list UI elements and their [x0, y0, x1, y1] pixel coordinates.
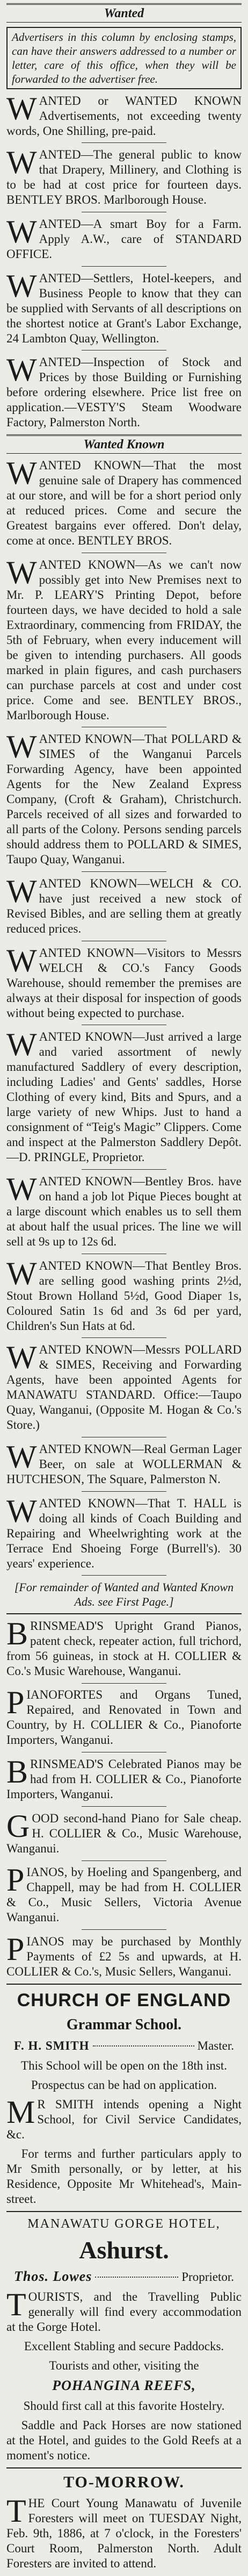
wanted-known-ad: WANTED KNOWN—That T. HALL is doing all kinds of Coach Building and Repairing and Wheelwrighting work at the Terrace End Shoeing Forge (Burrell's). 30 years' experience.	[6, 1493, 242, 1570]
master-line	[6, 2038, 242, 2054]
wanted-known-ad: WANTED KNOWN—That Bentley Bros. are selling good washing prints 2½d, Stout Brown Holland 5½d, Good Diaper 1s, Coloured Satin 1s 6d and 3s 6d per yard, Children's Sun Hats at 6d.	[6, 1255, 242, 1333]
wanted-known-ad: WANTED KNOWN—Messrs POLLARD & SIMES, Receiving and Forwarding Agents, have been appointed Agents for MANAWATU STANDARD. Office:—Taupo Quay, Wanganui, (Opposite M. Hogan & Co.'s Store.)	[6, 1340, 242, 1432]
music-ad: BRINSMEAD'S Upright Grand Pianos, patent check, repeater action, full trichord, from 56 guineas, in stock at H. COLLIER & Co.'s Music Warehouse, Wanganui.	[6, 1615, 242, 1678]
advertiser-notice-box: Advertisers in this column by enclosing stamps, can have their answers addressed to a number or letter, care of this office, when they will be forwarded to the advertiser free.	[6, 27, 242, 89]
section-divider-rule	[6, 2467, 242, 2468]
wanted-ad: WANTED—A smart Boy for a Farm. Apply A.W., care of STANDARD OFFICE.	[6, 213, 242, 261]
wanted-ad: WANTED or WANTED KNOWN Advertisements, not exceeding twenty words, One Shilling, pre-paid.	[6, 90, 242, 138]
prospectus-notice: Prospectus can be had on application.	[31, 2078, 217, 2092]
foresters-meeting-notice: THE Court Young Manawatu of Juvenile Foresters will meet on TUESDAY Night, Feb. 9th, 1886, at 7 o'clock, in the Foresters' Court Room, Palmerston North. Adult Foresters are invited to attend.	[6, 2493, 242, 2571]
proprietor-name: Thos. Lowes	[14, 2269, 92, 2285]
wanted-known-ad: WANTED KNOWN—Real German Lager Beer, on sale at WOLLERMAN & HUTCHESON, The Square, Palmerston N.	[6, 1439, 242, 1486]
hotel-name: MANAWATU GORGE HOTEL,	[27, 2217, 221, 2231]
hotel-horses-notice: Saddle and Pack Horses are now stationed at the Hotel, and guides to the Gold Reefs at a moment's notice.	[6, 2418, 242, 2462]
grammar-school-heading: CHURCH OF ENGLAND	[17, 1990, 231, 2010]
ad-separator-rule	[82, 1806, 166, 1807]
ad-separator-rule	[82, 266, 166, 267]
ad-separator-rule	[82, 1683, 166, 1684]
master-title: Master.	[197, 2039, 234, 2053]
wanted-ad: WANTED—Inspection of Stock and Prices by those Building or Furnishing before ordering elsewhere. Price list free on application.—VESTY'S Steam Woodware Factory, Palmerston North.	[6, 352, 242, 430]
school-terms-notice: For terms and further particulars apply to Mr Smith personally, or by letter, at his Residence, Opposite Mr Whitehead's, Main-street.	[6, 2146, 242, 2206]
wanted-known-section-heading: Wanted Known	[6, 434, 242, 454]
hotel-place: Ashurst.	[79, 2236, 169, 2264]
section-divider-rule	[6, 1613, 242, 1614]
hotel-stabling-notice: Excellent Stabling and secure Paddocks.	[24, 2339, 224, 2353]
wanted-ad: WANTED—The general public to know that Drapery, Millinery, and Clothing is to be had at cost price for fourteen days. BENTLEY BROS. Marlborough House.	[6, 145, 242, 207]
tomorrow-heading: TO-MORROW.	[63, 2473, 185, 2491]
ad-separator-rule	[82, 1169, 166, 1170]
ad-separator-rule	[82, 1929, 166, 1930]
proprietor-title: Proprietor.	[181, 2270, 234, 2284]
wanted-ad: WANTED—Settlers, Hotel-keepers, and Business People to know that they can be supplied with Servants of all descriptions on the shortest notice at Grant's Labor Exchange, 24 Lambton Quay, Wellington.	[6, 268, 242, 345]
wanted-known-ad: WANTED KNOWN—Just arrived a large and varied assortment of newly manufactured Saddlery of every description, including Ladies' and Gents' saddles, Horse Clothing of every kind, Bits and Spurs, and a large variety of new Whips. Just to hand a consignment of “Teig's Magic” Clippers. Come and inspect at the Palmerston Saddlery Depôt.—D. PRINGLE, Proprietor.	[6, 1027, 242, 1164]
ad-separator-rule	[82, 142, 166, 143]
music-ad: PIANOFORTES and Organs Tuned, Repaired, and Renovated in Town and Country, by H. COLLIER & Co., Pianoforte Importers, Wanganui.	[6, 1685, 242, 1747]
section-divider-rule	[6, 2211, 242, 2212]
hotel-visiting-line: Tourists and other, visiting the	[49, 2358, 199, 2372]
remainder-note: [For remainder of Wanted and Wanted Known Ads. see First Page.]	[14, 1580, 234, 1609]
grammar-school-subheading: Grammar School.	[66, 2016, 182, 2033]
ad-separator-rule	[82, 1491, 166, 1492]
dot-leader	[93, 2045, 194, 2047]
wanted-known-ad: WANTED KNOWN—As we can't now possibly get into New Premises next to Mr. P. LEARY'S Printing Depot, before fourteen days, we have decided to hold a sale Extraordinary, commencing from FRIDAY, the 5th of February, when every inducement will be given to intending purchasers. All goods marked in plain figures, and cash purchasers can purchase parcels at cost and under cost price. Come and see. BENTLEY BROS., Marlborough House.	[6, 554, 242, 722]
ad-separator-rule	[82, 1337, 166, 1338]
music-ad: PIANOS, by Hoeling and Spangenberg, and Chappell, may be had from H. COLLIER & Co., Music Sellers, Victoria Avenue Wanganui.	[6, 1862, 242, 1924]
ad-separator-rule	[82, 871, 166, 872]
wanted-known-ad: WANTED KNOWN—That the most genuine sale of Drapery has commenced at our store, and will be for a short period only at reduced prices. Come and secure the Greatest bargains ever offered. Don't delay, come at once. BENTLEY BROS.	[6, 455, 242, 547]
dot-leader	[95, 2277, 178, 2278]
hotel-tourists-notice: TOURISTS, and the Travelling Public generally will find every accommodation at the Gorge Hotel.	[6, 2286, 242, 2334]
wanted-section-heading: Wanted	[6, 3, 242, 23]
night-school-notice: MR SMITH intends opening a Night School, for Civil Service Candidates, &c.	[6, 2094, 242, 2141]
wanted-known-ad: WANTED KNOWN—WELCH & CO. have just received a new stock of Revised Bibles, and are selling them at greatly reduced prices.	[6, 873, 242, 935]
proprietor-line	[6, 2269, 242, 2285]
ad-separator-rule	[82, 1575, 166, 1576]
section-divider-rule	[6, 1984, 242, 1985]
music-ad: GOOD second-hand Piano for Sale cheap. H. COLLIER & Co., Music Warehouse, Wanganui.	[6, 1808, 242, 1855]
wanted-known-ad: WANTED KNOWN—Bentley Bros. have on hand a job lot Pique Pieces bought at a large discount which enables us to sell them at about half the usual prices. The line we will sell at 9s up to 12s 6d.	[6, 1171, 242, 1248]
wanted-known-ad: WANTED KNOWN—Visitors to Messrs WELCH & CO.'s Fancy Goods Warehouse, should remember the premises are always at their disposal for inspection of goods without being expected to purchase.	[6, 942, 242, 1020]
music-ad: BRINSMEAD'S Celebrated Pianos may be had from H. COLLIER & Co., Pianoforte Importers, Wanganui.	[6, 1754, 242, 1801]
school-opening-notice: This School will be open on the 18th inst.	[21, 2059, 227, 2073]
master-name: F. H. SMITH	[14, 2039, 90, 2053]
music-ad: PIANOS may be purchased by Monthly Payments of £2 5s and upwards, at H. COLLIER & Co.'s, Music Sellers, Wanganui.	[6, 1931, 242, 1979]
wanted-known-ad: WANTED KNOWN—That POLLARD & SIMES of the Wanganui Parcels Forwarding Agency, have been appointed Agents for the New Zealand Express Company, (Croft & Graham), Christchurch. Parcels received of all sizes and forwarded to all parts of the Colony. Persons sending parcels should address them to POLLARD & SIMES, Taupo Quay, Wanganui.	[6, 729, 242, 867]
pohangina-reefs-heading: POHANGINA REEFS,	[52, 2378, 196, 2394]
hotel-call-line: Should first call at this favorite Hostelry.	[23, 2399, 225, 2413]
